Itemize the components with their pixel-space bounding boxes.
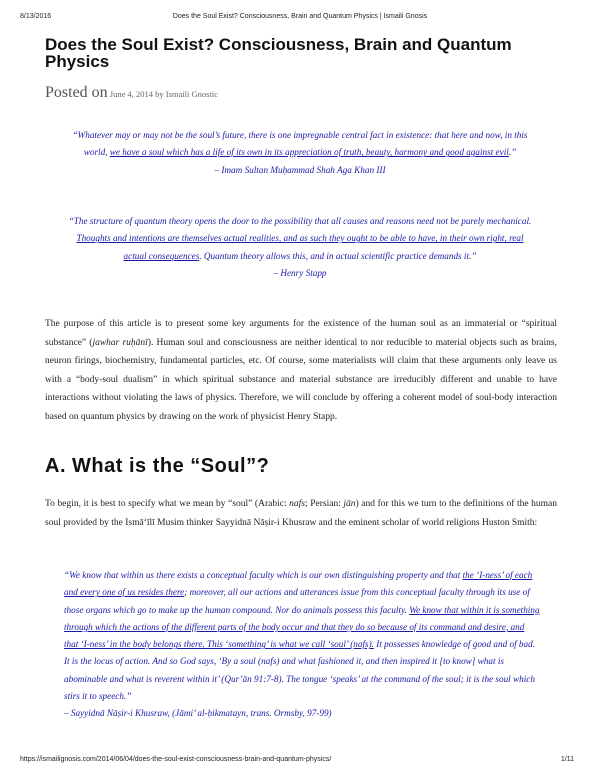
quote-link[interactable]: Thoughts and intentions are themselves actual realities, and as such they ought to be able to have, in their own right, real actual consequences bbox=[76, 233, 524, 261]
khusraw-quote bbox=[64, 567, 540, 723]
posted-label: Posted on bbox=[45, 84, 108, 101]
quote-underline: We know that within it is something through which the actions of the different parts of the body occur and that they do so because of its command and desire, and that ‘I-ness’ in the body belongs there. This ‘something’ is what we call ‘soul’ (nafs). bbox=[64, 604, 540, 650]
quote-text: “Whatever may or may not be the soul’s future, there is one impregnable central fact in existence: that here and now, in this world, bbox=[72, 130, 528, 158]
para-text: To begin, it is best to specify what we mean by “soul” (Arabic: bbox=[45, 499, 290, 509]
quote-citation: – Henry Stapp bbox=[273, 267, 327, 278]
quote-citation: – Sayyidnā Nāṣir-i Khusraw, (Jāmi’ al-ḥikmatayn, trans. Ormsby, 97-99) bbox=[64, 708, 332, 719]
page-number: 1/11 bbox=[560, 756, 574, 763]
quote-text: ; moreover, all our actions and utterances issue from this conceptual faculty through its use of those organs which go to make up the human compound. Nor do animals possess this faculty. bbox=[64, 587, 530, 615]
post-meta bbox=[45, 84, 218, 102]
aga-khan-quote bbox=[64, 127, 536, 179]
intro-paragraph bbox=[45, 315, 557, 427]
quote-text: . Quantum theory allows this, and in actual scientific practice demands it.” bbox=[199, 250, 477, 261]
print-date: 8/13/2016 bbox=[20, 13, 52, 20]
quote-text: .” bbox=[508, 147, 517, 158]
section-a-paragraph bbox=[45, 495, 557, 532]
quote-link[interactable]: we have a soul which has a life of its own in its appreciation of truth, beauty, harmony and good against evil bbox=[109, 147, 509, 158]
quote-text: “We know that within us there exists a conceptual faculty which is our own distinguishing property and that bbox=[64, 570, 463, 580]
page-url: https://ismailignosis.com/2014/06/04/does-the-soul-exist-consciousness-brain-and-quantum-physics/ bbox=[20, 756, 332, 763]
term-jawhar: jawhar ruḥānī bbox=[92, 337, 148, 348]
quote-underline: the ‘I-ness’ of each and every one of us resides there bbox=[64, 570, 533, 598]
post-author[interactable]: Ismaili Gnostic bbox=[165, 89, 218, 99]
post-date[interactable]: June 4, 2014 bbox=[109, 89, 154, 99]
term-jan: jān bbox=[343, 499, 356, 509]
by-label: by bbox=[155, 89, 164, 99]
quote-citation: – Imam Sultan Muḥammad Shah Aga Khan III bbox=[214, 164, 386, 175]
section-heading: A. What is the “Soul”? bbox=[45, 455, 270, 477]
quote-text: “The structure of quantum theory opens the door to the possibility that all causes and reasons need not be purely mechanical. bbox=[68, 216, 532, 226]
para-text: The purpose of this article is to present some key arguments for the existence of the human soul as an immaterial or “spiritual substance” ( bbox=[45, 319, 557, 348]
term-nafs: nafs bbox=[289, 499, 306, 509]
para-text: ) and for this we turn to the definitions of the human soul provided by the Ismā‘īlī Musim thinker Sayyidnā Nāṣir-i Khusraw and the eminent scholar of world religions Huston Smith: bbox=[45, 499, 557, 528]
para-text: ). Human soul and consciousness are neither identical to nor reducible to material objects such as brains, neuron firings, biochemistry, fundamental particles, etc. Of course, some materialists will claim that these arguments only leave us with a “body-soul dualism” in which spiritual substance and material substance are irreducibly different and unable to have interactions without violating the laws of physics. Therefore, we will conclude by offering a coherent model of soul-body interaction based on quantum physics by drawing on the work of physicist Henry Stapp. bbox=[45, 337, 557, 422]
article-title: Does the Soul Exist? Consciousness, Brain and Quantum Physics bbox=[45, 35, 512, 71]
para-text: ; Persian: bbox=[305, 499, 344, 509]
print-page-title: Does the Soul Exist? Consciousness, Brain and Quantum Physics | Ismaili Gnosis bbox=[172, 13, 428, 20]
quote-text: It possesses knowledge of good and of bad. It is the locus of action. And so God says, ‘By a soul (nafs) and what fashioned it, and then inspired it [to know] what is abominable and what is reverent within it’ (Qur’ān 91:7-8). The tongue ‘speaks’ at the command of the soul; it is the soul which stirs it to speech.” bbox=[64, 639, 535, 702]
stapp-quote bbox=[64, 213, 536, 282]
